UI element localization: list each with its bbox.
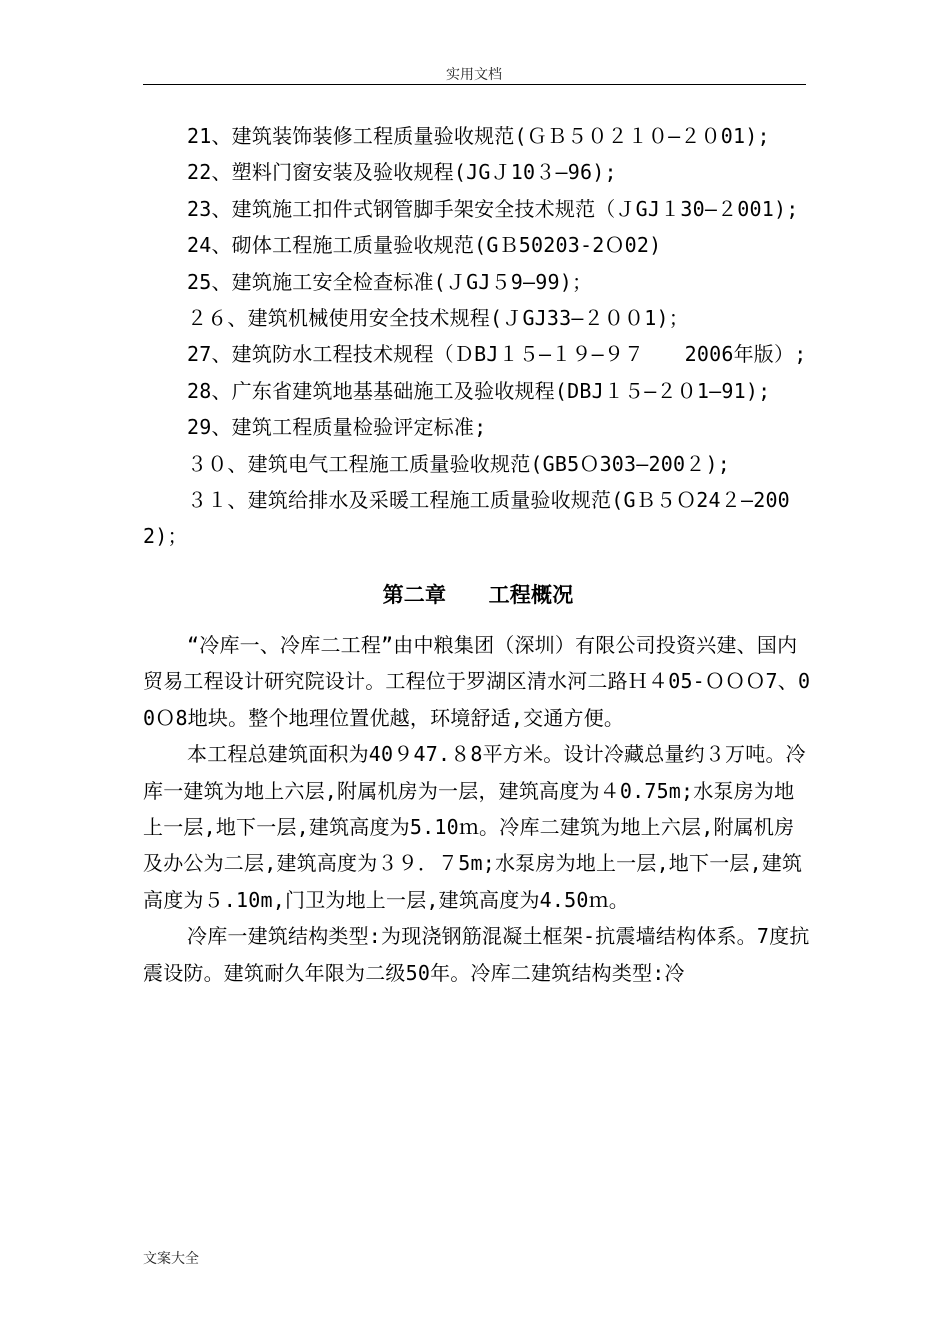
document-body <box>143 118 813 991</box>
page-header: 实用文档 <box>446 67 502 83</box>
body-paragraph: 冷库一建筑结构类型:为现浇钢筋混凝土框架-抗震墙结构体系。7度抗震设防。建筑耐久年限为二级50年。冷库二建筑结构类型:冷 <box>143 924 810 985</box>
reference-item: 28、广东省建筑地基基础施工及验收规程(DBJ１５—２０1—91); <box>187 378 771 403</box>
reference-item: 22、塑料门窗安装及验收规程(JGＪ10３—96); <box>187 160 617 185</box>
reference-item: ３１、建筑给排水及采暖工程施工质量验收规范(GＢ５Ｏ24２—2002)； <box>143 488 790 549</box>
page-footer: 文案大全 <box>143 1251 199 1267</box>
reference-item: 24、砌体工程施工质量验收规范(GＢ50203-2Ｏ02) <box>187 233 662 258</box>
header-divider <box>143 84 806 85</box>
reference-item: 23、建筑施工扣件式钢管脚手架安全技术规范（ＪGJ１30—２001); <box>187 196 799 221</box>
reference-item: 29、建筑工程质量检验评定标准; <box>187 415 487 440</box>
reference-item: 25、建筑施工安全检查标准(ＪGJ５9—99)； <box>187 269 593 294</box>
body-paragraph: “冷库一、冷库二工程”由中粮集团（深圳）有限公司投资兴建、国内贸易工程设计研究院设计。工程位于罗湖区清水河二路Ｈ４05-ＯＯＯ7、00Ｏ8地块。整个地理位置优越，环境舒适,交通方便。 <box>143 632 811 730</box>
body-paragraph: 本工程总建筑面积为40９47.８8平方米。设计冷藏总量约３万吨。冷库一建筑为地上六层,附属机房为一层，建筑高度为４0.75m;水泵房为地上一层,地下一层,建筑高度为5.10ｍ。冷库二建筑为地上六层,附属机房及办公为二层,建筑高度为３９．７5m;水泵房为地上一层,地下一层,建筑高度为５.10m,门卫为地上一层,建筑高度为4.50ｍ。 <box>143 742 806 912</box>
reference-item: ２６、建筑机械使用安全技术规程(ＪGJ33—２００1)； <box>187 306 689 331</box>
chapter-title: 第二章 工程概况 <box>382 582 574 607</box>
reference-item: 27、建筑防水工程技术规程（ＤBJ１５—１９—９７ 2006年版）; <box>187 342 807 367</box>
reference-item: ３０、建筑电气工程施工质量验收规范(GB5Ｏ303—200２); <box>187 451 730 476</box>
reference-item: 21、建筑装饰装修工程质量验收规范(ＧＢ５０２１０—２０01); <box>187 124 770 148</box>
